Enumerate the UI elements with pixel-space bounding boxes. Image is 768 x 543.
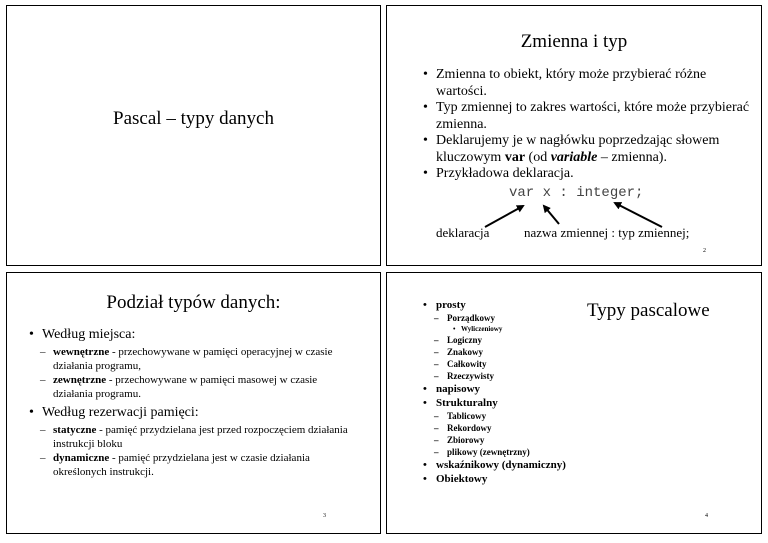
arrow-decl — [485, 206, 523, 227]
list-item: – Znakowy — [431, 346, 566, 358]
slide-4-title: Typy pascalowe — [587, 300, 710, 321]
group-heading: • Według rezerwacji pamięci: — [29, 404, 359, 421]
type-strukturalny: • Strukturalny — [423, 396, 566, 410]
code-example: var x : integer; — [509, 185, 644, 201]
type-obiektowy: • Obiektowy — [423, 472, 566, 486]
decl-text-mid: (od — [525, 149, 551, 165]
list-item — [37, 345, 359, 373]
list-item: – Logiczny — [431, 334, 566, 346]
bullet-item: • Zmienna to obiekt, który może przybierać różne wartości. — [423, 67, 751, 100]
type-porzadkowy: – Porządkowy — [431, 312, 566, 324]
list-item: – Zbiorowy — [431, 434, 566, 446]
term: wewnętrzne — [53, 346, 110, 358]
slide-2-title: Zmienna i typ — [520, 31, 628, 52]
decl-text: Deklarujemy je w nagłówku poprzedzając słowem kluczowym — [436, 133, 720, 165]
decl-text-after: – zmienna). — [597, 149, 667, 165]
term-desc: - przechowywane w pamięci operacyjnej w czasie działania programu, — [53, 346, 333, 372]
list-item: – Całkowity — [431, 358, 566, 370]
term-desc: - przechowywane w pamięci masowej w czasie działania programu. — [53, 374, 318, 400]
page-number: 2 — [703, 248, 706, 254]
slide-2 — [386, 5, 762, 266]
slide-3-body — [29, 326, 359, 479]
slide-4 — [386, 272, 762, 534]
term: statyczne — [53, 424, 97, 436]
page-number: 4 — [705, 513, 708, 519]
annotation-declaration: deklaracja — [436, 225, 490, 240]
slide-3 — [6, 272, 381, 534]
arrow-type — [615, 203, 662, 227]
type-napisowy: • napisowy — [423, 382, 566, 396]
list-item: – Rzeczywisty — [431, 370, 566, 382]
list-item: – plikowy (zewnętrzny) — [431, 446, 566, 458]
annotation-name-type: nazwa zmiennej : typ zmiennej; — [524, 225, 690, 240]
list-item — [37, 373, 359, 401]
arrow-name — [544, 206, 559, 224]
list-item — [37, 423, 359, 451]
group-heading: • Według miejsca: — [29, 326, 359, 343]
type-prosty: • prosty — [423, 298, 566, 312]
keyword-var: var — [504, 149, 526, 165]
term: dynamiczne — [53, 452, 110, 464]
slide-1-title: Pascal – typy danych — [113, 108, 274, 129]
list-item: – Rekordowy — [431, 422, 566, 434]
list-item — [37, 451, 359, 479]
list-item: – Tablicowy — [431, 410, 566, 422]
type-wyliczeniowy: • Wyliczeniowy — [453, 324, 566, 334]
slide-3-title: Podział typów danych: — [106, 292, 281, 313]
slide-1 — [6, 5, 381, 266]
slide-4-body — [423, 298, 566, 486]
keyword-variable: variable — [550, 149, 598, 165]
term: zewnętrzne — [53, 374, 107, 386]
term-desc: - pamięć przydzielana jest przed rozpoczęciem działania instrukcji bloku — [53, 424, 348, 450]
term-desc: - pamięć przydzielana jest w czasie działania określonych instrukcji. — [53, 452, 310, 478]
page-number: 3 — [323, 513, 326, 519]
bullet-item: • Typ zmiennej to zakres wartości, które może przybierać zmienna. — [423, 100, 751, 133]
type-wskaznikowy: • wskaźnikowy (dynamiczny) — [423, 458, 566, 472]
bullet-item: • Przykładowa deklaracja. — [423, 166, 751, 183]
